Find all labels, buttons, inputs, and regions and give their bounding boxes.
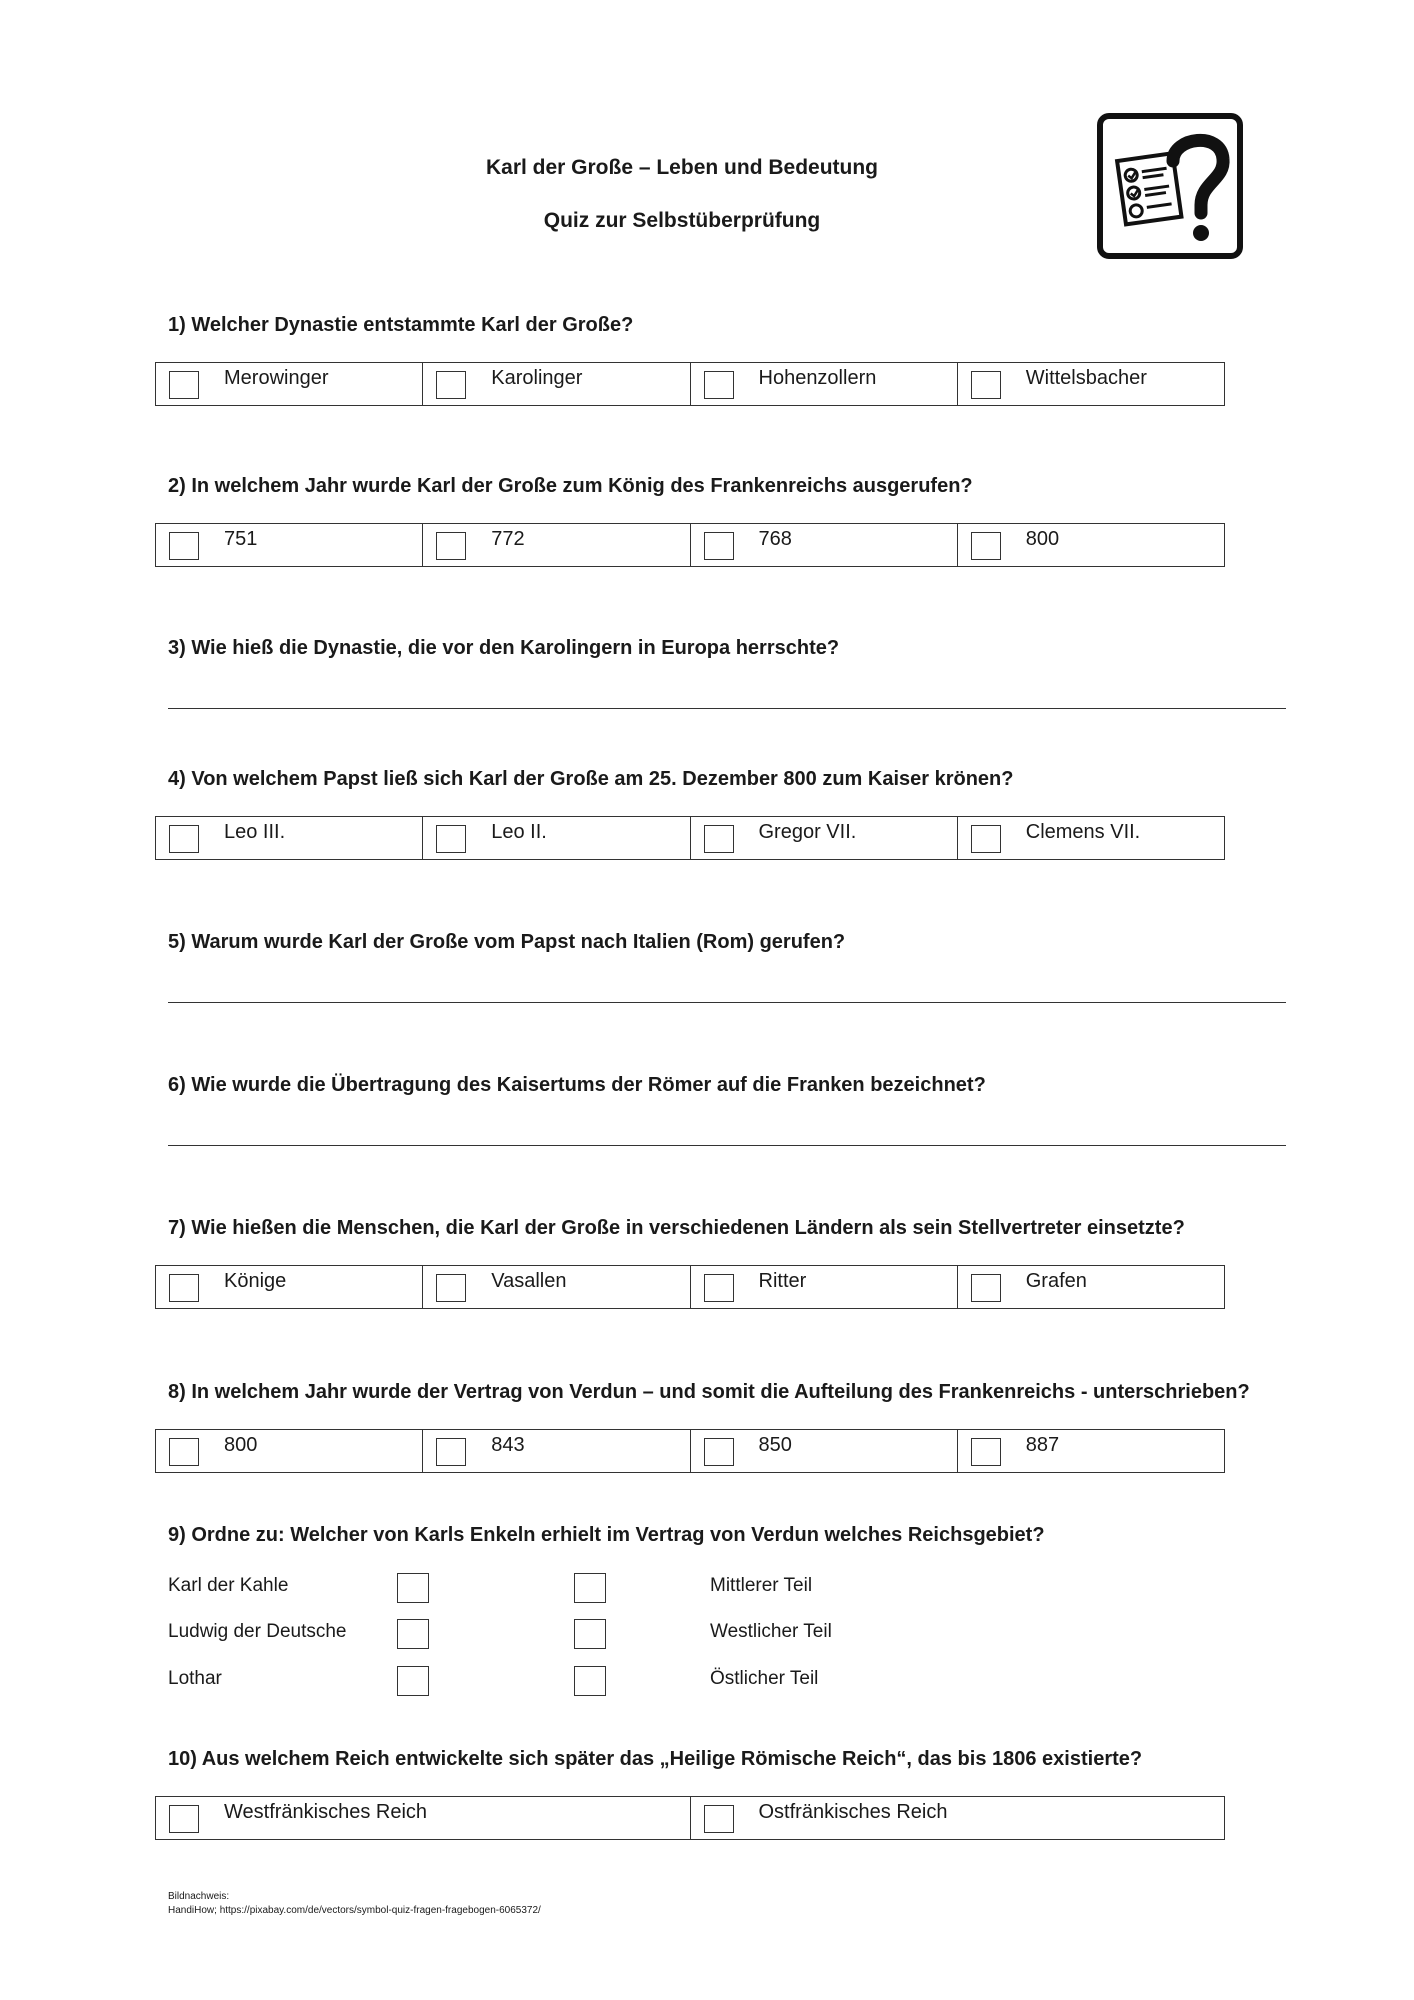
answer-checkbox[interactable] <box>704 1274 734 1302</box>
option-cell <box>958 524 1224 566</box>
answer-checkbox[interactable] <box>169 1274 199 1302</box>
option-label: Hohenzollern <box>758 367 877 389</box>
match-box-left[interactable] <box>397 1666 429 1696</box>
page-title: Karl der Große – Leben und Bedeutung <box>485 156 879 179</box>
option-label: 887 <box>1025 1434 1060 1456</box>
option-cell <box>423 1266 690 1308</box>
answer-checkbox[interactable] <box>704 1438 734 1466</box>
territory-name: Westlicher Teil <box>710 1621 832 1642</box>
option-cell <box>423 363 690 405</box>
answer-options-8 <box>155 1429 1225 1473</box>
answer-checkbox[interactable] <box>169 532 199 560</box>
question-7: 7) Wie hießen die Menschen, die Karl der Große in verschiedenen Ländern als sein Stellvertreter einsetzte? <box>168 1217 1185 1239</box>
answer-line-3[interactable] <box>168 708 1286 709</box>
option-label: Westfränkisches Reich <box>224 1801 428 1823</box>
answer-options-10 <box>155 1796 1225 1840</box>
option-cell <box>156 363 423 405</box>
option-cell <box>691 1266 958 1308</box>
answer-options-4 <box>155 816 1225 860</box>
territory-name: Östlicher Teil <box>710 1668 819 1689</box>
option-cell <box>691 817 958 859</box>
option-label: Leo III. <box>224 821 286 843</box>
grandson-name: Karl der Kahle <box>168 1575 289 1596</box>
option-label: Könige <box>224 1270 287 1292</box>
quiz-checklist-question-mark-icon <box>1097 113 1243 259</box>
answer-checkbox[interactable] <box>436 1438 466 1466</box>
option-label: Karolinger <box>491 367 583 389</box>
answer-line-5[interactable] <box>168 1002 1286 1003</box>
answer-checkbox[interactable] <box>436 825 466 853</box>
option-label: 800 <box>224 1434 258 1456</box>
option-cell <box>958 817 1224 859</box>
page-subtitle: Quiz zur Selbstüberprüfung <box>543 209 821 232</box>
option-label: Vasallen <box>491 1270 567 1292</box>
answer-line-6[interactable] <box>168 1145 1286 1146</box>
answer-checkbox[interactable] <box>169 1805 199 1833</box>
match-box-right[interactable] <box>574 1666 606 1696</box>
answer-checkbox[interactable] <box>971 825 1001 853</box>
image-credit-source: HandiHow; https://pixabay.com/de/vectors/symbol-quiz-fragen-fragebogen-6065372/ <box>168 1905 541 1916</box>
answer-checkbox[interactable] <box>436 371 466 399</box>
option-label: Ostfränkisches Reich <box>758 1801 948 1823</box>
option-label: 843 <box>491 1434 525 1456</box>
answer-checkbox[interactable] <box>704 371 734 399</box>
option-cell <box>691 1430 958 1472</box>
question-5: 5) Warum wurde Karl der Große vom Papst nach Italien (Rom) gerufen? <box>168 931 846 953</box>
question-4: 4) Von welchem Papst ließ sich Karl der Große am 25. Dezember 800 zum Kaiser krönen? <box>168 768 1014 790</box>
answer-checkbox[interactable] <box>436 532 466 560</box>
match-box-left[interactable] <box>397 1619 429 1649</box>
match-row <box>168 1617 1068 1651</box>
match-box-right[interactable] <box>574 1619 606 1649</box>
question-9: 9) Ordne zu: Welcher von Karls Enkeln erhielt im Vertrag von Verdun welches Reichsgebiet? <box>168 1524 1045 1546</box>
option-label: 772 <box>491 528 525 550</box>
option-cell <box>156 1266 423 1308</box>
option-label: Clemens VII. <box>1025 821 1141 843</box>
answer-checkbox[interactable] <box>704 825 734 853</box>
match-box-left[interactable] <box>397 1573 429 1603</box>
option-label: Leo II. <box>491 821 547 843</box>
option-label: 768 <box>758 528 792 550</box>
question-8: 8) In welchem Jahr wurde der Vertrag von Verdun – und somit die Aufteilung des Frankenreichs - unterschrieben? <box>168 1381 1250 1403</box>
option-cell <box>691 524 958 566</box>
option-cell <box>423 1430 690 1472</box>
grandson-name: Ludwig der Deutsche <box>168 1621 347 1642</box>
match-box-right[interactable] <box>574 1573 606 1603</box>
answer-checkbox[interactable] <box>971 371 1001 399</box>
option-label: Wittelsbacher <box>1025 367 1147 389</box>
territory-name: Mittlerer Teil <box>710 1575 813 1596</box>
option-label: Ritter <box>758 1270 807 1292</box>
option-cell <box>156 1797 691 1839</box>
match-row <box>168 1571 1068 1605</box>
answer-checkbox[interactable] <box>971 1274 1001 1302</box>
answer-options-2 <box>155 523 1225 567</box>
option-cell <box>691 1797 1225 1839</box>
option-label: Merowinger <box>224 367 329 389</box>
question-10: 10) Aus welchem Reich entwickelte sich später das „Heilige Römische Reich“, das bis 1806 existierte? <box>168 1748 1143 1770</box>
option-cell <box>423 817 690 859</box>
option-label: 850 <box>758 1434 792 1456</box>
answer-options-1 <box>155 362 1225 406</box>
grandson-name: Lothar <box>168 1668 222 1689</box>
image-credit-label: Bildnachweis: <box>168 1891 230 1902</box>
answer-checkbox[interactable] <box>436 1274 466 1302</box>
answer-checkbox[interactable] <box>169 1438 199 1466</box>
answer-options-7 <box>155 1265 1225 1309</box>
option-label: Gregor VII. <box>758 821 857 843</box>
option-cell <box>423 524 690 566</box>
answer-checkbox[interactable] <box>169 825 199 853</box>
question-2: 2) In welchem Jahr wurde Karl der Große zum König des Frankenreichs ausgerufen? <box>168 475 973 497</box>
answer-checkbox[interactable] <box>169 371 199 399</box>
option-cell <box>958 1430 1224 1472</box>
option-cell <box>691 363 958 405</box>
option-label: 800 <box>1025 528 1060 550</box>
option-label: Grafen <box>1025 1270 1087 1292</box>
option-cell <box>156 524 423 566</box>
answer-checkbox[interactable] <box>704 532 734 560</box>
match-row <box>168 1664 1068 1698</box>
option-cell <box>958 363 1224 405</box>
question-6: 6) Wie wurde die Übertragung des Kaisertums der Römer auf die Franken bezeichnet? <box>168 1074 986 1096</box>
answer-checkbox[interactable] <box>704 1805 734 1833</box>
answer-checkbox[interactable] <box>971 1438 1001 1466</box>
question-1: 1) Welcher Dynastie entstammte Karl der Große? <box>168 314 634 336</box>
option-cell <box>156 817 423 859</box>
option-cell <box>156 1430 423 1472</box>
question-3: 3) Wie hieß die Dynastie, die vor den Karolingern in Europa herrschte? <box>168 637 840 659</box>
option-label: 751 <box>224 528 258 550</box>
answer-checkbox[interactable] <box>971 532 1001 560</box>
option-cell <box>958 1266 1224 1308</box>
